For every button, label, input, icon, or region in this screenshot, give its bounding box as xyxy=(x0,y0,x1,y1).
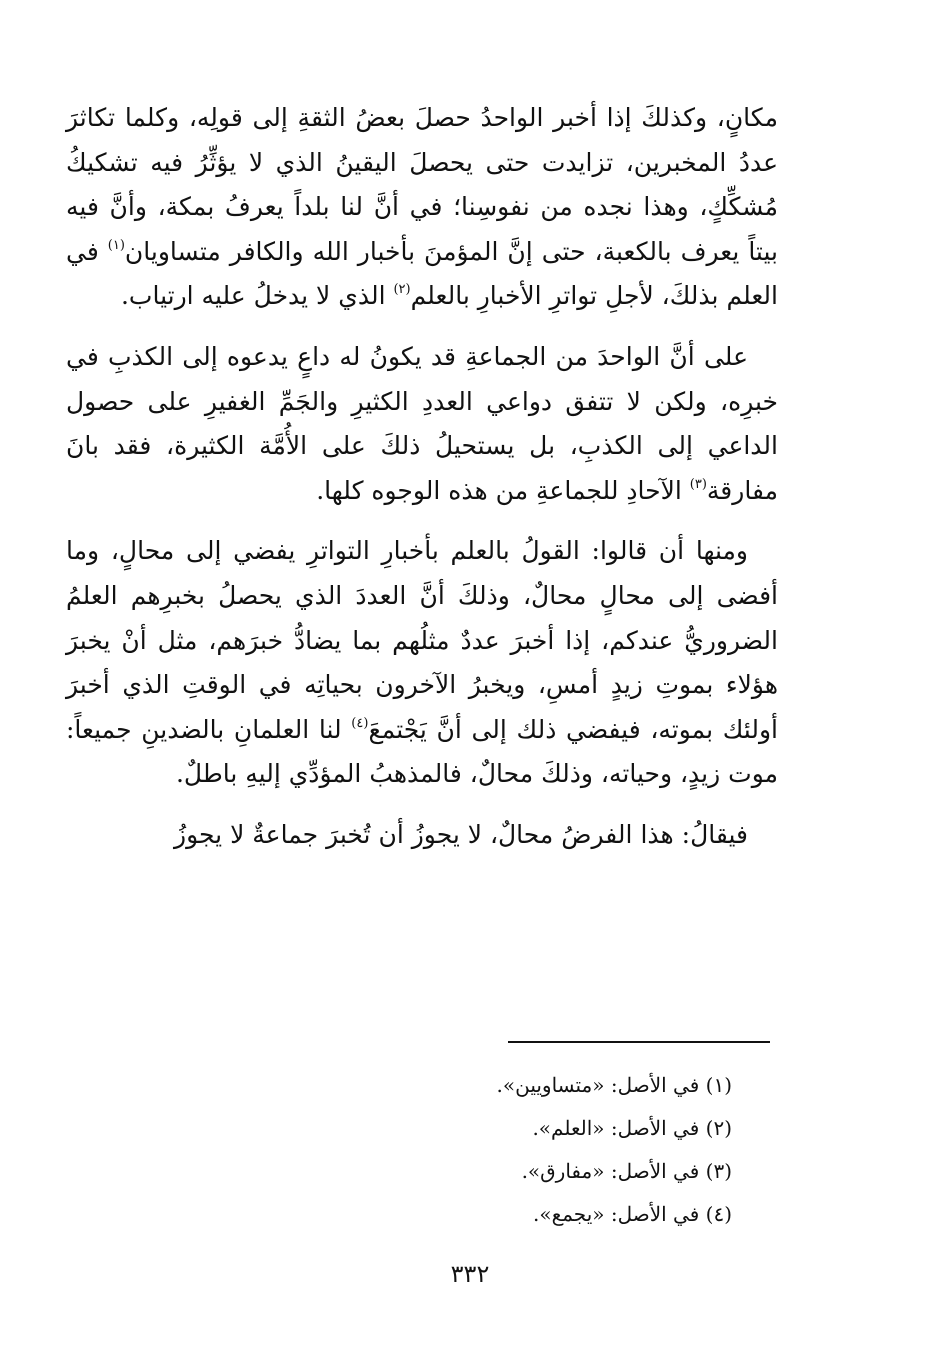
paragraph-4 xyxy=(66,813,778,858)
footnote-ref-4: (٤) xyxy=(351,715,369,731)
paragraph-text: لنا العلمانِ بالضدينِ جميعاً: موت زيدٍ، وحياته، وذلكَ محالٌ، فالمذهبُ المؤدِّي إليهِ باطلٌ. xyxy=(66,714,778,789)
paragraph-text: على أنَّ الواحدَ من الجماعةِ قد يكونُ له داعٍ يدعوه إلى الكذبِ في خبرِه، ولكن لا تتفق دواعي العددِ الكثيرِ والجَمِّ الغفيرِ على حصول الداعي إلى الكذبِ، بل يستحيلُ ذلكَ على الأُمَّة الكثيرة، فقد بانَ مفارقة xyxy=(66,341,778,505)
footnote-ref-3: (٣) xyxy=(689,476,707,492)
main-text xyxy=(66,96,778,874)
footnote-separator xyxy=(508,1041,770,1043)
paragraph-text: فيقالُ: هذا الفرضُ محالٌ، لا يجوزُ أن تُخبرَ جماعةٌ لا يجوزُ xyxy=(174,819,748,849)
footnote-3: (٣) في الأصل: «مفارق». xyxy=(521,1159,732,1183)
paragraph-1 xyxy=(66,96,778,319)
paragraph-text: في العلم بذلكَ، لأجلِ تواترِ الأخبارِ بالعلم xyxy=(66,236,778,311)
paragraph-text: الذي لا يدخلُ عليه ارتياب. xyxy=(120,281,394,311)
paragraph-3 xyxy=(66,529,778,797)
paragraph-2 xyxy=(66,335,778,513)
footnote-ref-1: (١) xyxy=(107,237,125,253)
paragraph-text: الآحادِ للجماعةِ من هذه الوجوه كلها. xyxy=(316,475,690,505)
paragraph-text: ومنها أن قالوا: القولُ بالعلم بأخبارِ التواترِ يفضي إلى محالٍ، وما أفضى إلى محالٍ محالٌ، وذلكَ أنَّ العددَ الذي يحصلُ بخبرِهم العلمُ الضروريُّ عندكم، إذا أخبرَ عددٌ مثلُهم بما يضادُّ خبرَهم، مثل أنْ يخبرَ هؤلاء بموتِ زيدٍ أمسِ، ويخبرُ الآخرون بحياتِه في الوقتِ الذي أخبرَ أولئك بموته، فيفضي ذلك إلى أنَّ يَجْتمعَ xyxy=(66,536,778,744)
footnote-ref-2: (٢) xyxy=(393,282,411,298)
footnotes xyxy=(300,1064,732,1236)
paragraph-text: مكانٍ، وكذلكَ إذا أخبر الواحدُ حصلَ بعضُ الثقةِ إلى قولِه، وكلما تكاثرَ عددُ المخبرين، تزايدت حتى يحصلَ اليقينُ الذي لا يؤثِّرُ فيه تشكيكُ مُشكِّكٍ، وهذا نجده من نفوسِنا؛ في أنَّ لنا بلداً يعرفُ بمكة، وأنَّ فيه بيتاً يعرف بالكعبة، حتى إنَّ المؤمنَ بأخبار الله والكافر متساويان xyxy=(66,103,778,266)
footnote-4: (٤) في الأصل: «يجمع». xyxy=(532,1202,732,1226)
footnote-2: (٢) في الأصل: «العلم». xyxy=(532,1116,732,1140)
page-number: ٣٣٢ xyxy=(450,1260,490,1288)
footnote-1: (١) في الأصل: «متساويين». xyxy=(496,1073,732,1097)
